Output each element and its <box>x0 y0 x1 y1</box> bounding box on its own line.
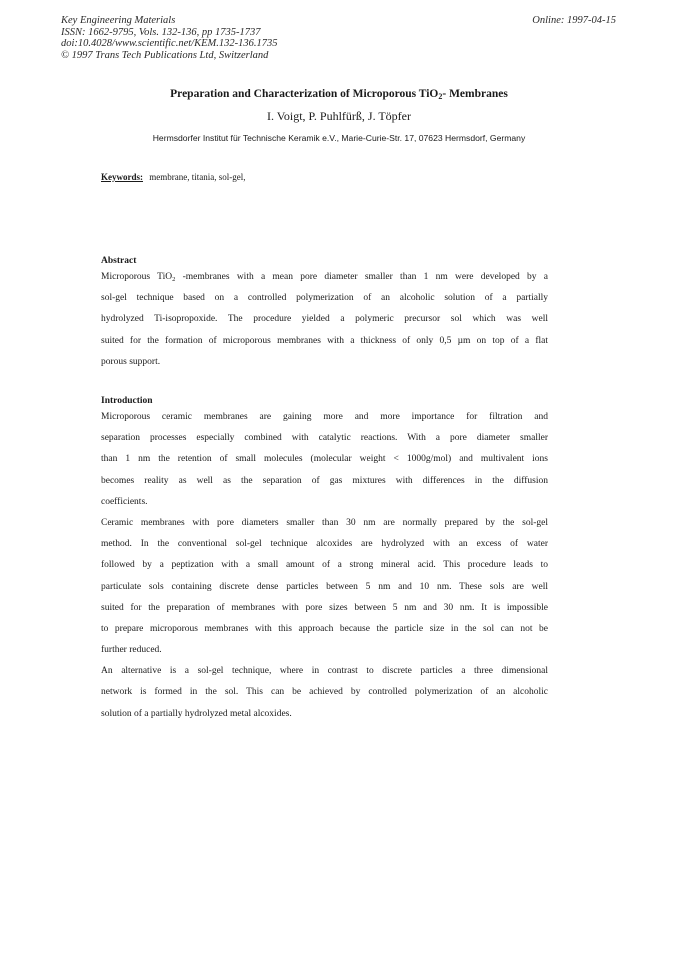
abstract-line: porous support. <box>101 356 161 367</box>
abstract-line: suited for the formation of microporous membranes with a thickness of only 0,5 µm on top of a flat <box>101 335 548 346</box>
keywords-value: membrane, titania, sol-gel, <box>149 172 246 182</box>
title-text: Preparation and Characterization of Microporous TiO <box>170 88 439 100</box>
intro-line: An alternative is a sol-gel technique, where in contrast to discrete particles a three dimensional <box>101 666 548 677</box>
intro-line: network is formed in the sol. This can be achieved by controlled polymerization of an alcoholic <box>101 687 548 698</box>
intro-line: further reduced. <box>101 645 162 656</box>
abstract-body <box>101 267 548 373</box>
intro-line: Microporous ceramic membranes are gaining more and more importance for filtration and <box>101 412 548 422</box>
abstract-line-text: -membranes with a mean pore diameter smaller than 1 nm were developed by a <box>175 272 548 282</box>
intro-line: followed by a peptization with a small amount of a strong mineral acid. This procedure leads to <box>101 560 548 571</box>
intro-line: method. In the conventional sol-gel technique alcoxides are hydrolyzed with an excess of water <box>101 539 548 550</box>
intro-line: Ceramic membranes with pore diameters smaller than 30 nm are normally prepared by the sol-gel <box>101 517 548 528</box>
intro-line: particulate sols containing discrete dense particles between 5 nm and 10 nm. These sols are well <box>101 581 548 592</box>
introduction-body <box>101 407 548 725</box>
title-subscript: 2 <box>438 92 443 101</box>
intro-line: solution of a partially hydrolyzed metal alcoxides. <box>101 708 292 719</box>
intro-line: becomes reality as well as the separation of gas mixtures with differences in the diffusion <box>101 475 548 486</box>
authors: I. Voigt, P. Puhlfürß, J. Töpfer <box>266 109 411 123</box>
affiliation: Hermsdorfer Institut für Technische Keramik e.V., Marie-Curie-Str. 17, 07623 Hermsdorf, Germany <box>152 133 526 143</box>
paper-title <box>0 88 678 101</box>
keywords <box>101 172 245 182</box>
online-date: Online: 1997-04-15 <box>532 15 616 26</box>
abstract-line: hydrolyzed Ti-isopropoxide. The procedure yielded a polymeric precursor sol which was well <box>101 314 548 325</box>
abstract-subscript: 2 <box>172 276 176 283</box>
intro-line: separation processes especially combined with catalytic reactions. With a pore diameter smaller <box>101 433 548 444</box>
journal-header <box>61 15 278 61</box>
intro-line: coefficients. <box>101 496 148 507</box>
journal-name: Key Engineering Materials <box>61 15 176 26</box>
issn-line: ISSN: 1662-9795, Vols. 132-136, pp 1735-1737 <box>61 26 261 38</box>
introduction-heading: Introduction <box>101 396 153 406</box>
intro-line: than 1 nm the retention of small molecules (molecular weight < 1000g/mol) and multivalent ions <box>101 454 548 465</box>
keywords-label: Keywords: <box>101 172 143 182</box>
intro-line: to prepare microporous membranes with this approach because the particle size in the sol can not be <box>101 623 548 634</box>
abstract-line: sol-gel technique based on a controlled polymerization of an alcoholic solution of a partially <box>101 293 548 304</box>
intro-line: suited for the preparation of membranes with pore sizes between 5 nm and 30 nm. It is impossible <box>101 602 548 613</box>
title-suffix: - Membranes <box>442 88 508 100</box>
abstract-line <box>101 267 548 288</box>
doi-line: doi:10.4028/www.scientific.net/KEM.132-136.1735 <box>61 38 278 50</box>
copyright-line: © 1997 Trans Tech Publications Ltd, Switzerland <box>61 49 269 61</box>
abstract-heading: Abstract <box>101 256 137 266</box>
abstract-line-text: Microporous TiO <box>101 272 173 282</box>
